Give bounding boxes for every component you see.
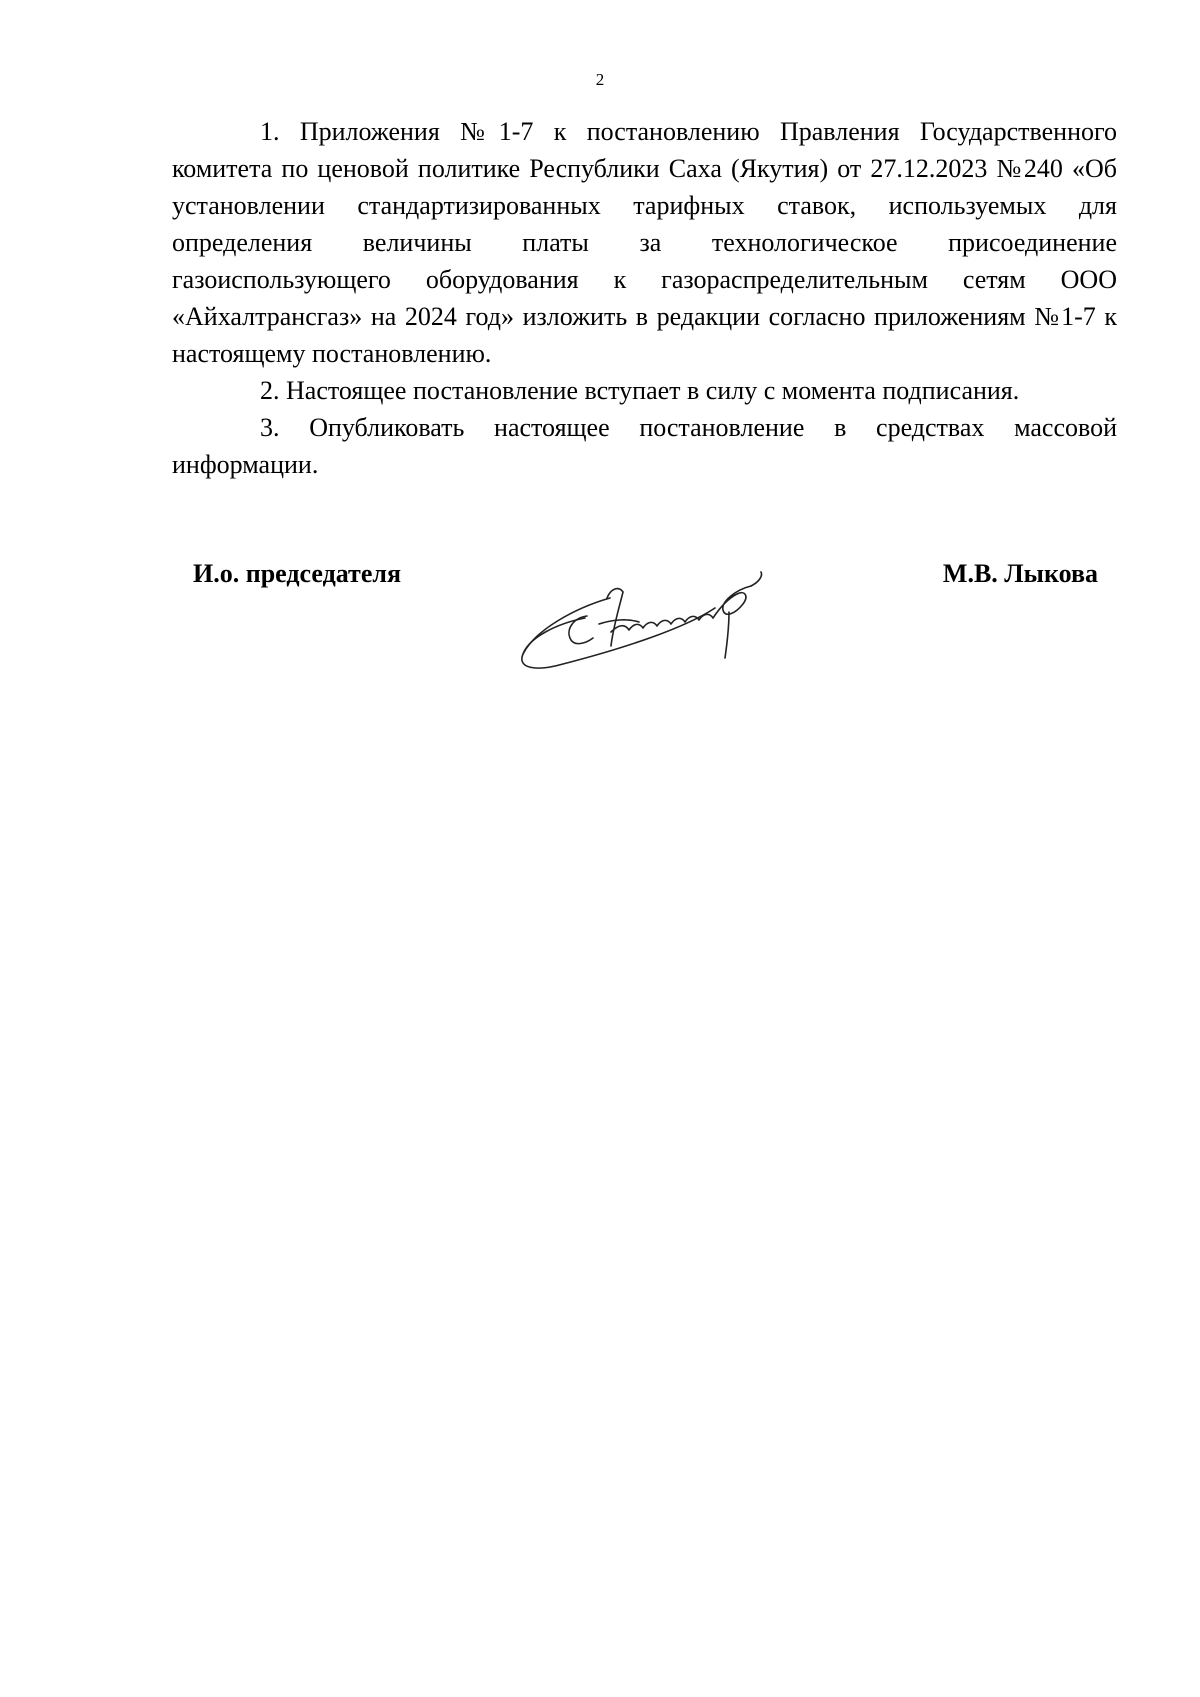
page-number: 2: [595, 70, 605, 89]
signatory-name: М.В. Лыкова: [942, 559, 1098, 588]
paragraph-3: 3. Опубликовать настоящее постановление в средствах массовой информации.: [172, 413, 1117, 479]
handwritten-signature: [515, 568, 805, 678]
document-body: [172, 113, 1117, 483]
paragraph-2: 2. Настоящее постановление вступает в силу с момента подписания.: [260, 376, 1020, 405]
signatory-title: И.о. председателя: [193, 559, 402, 588]
paragraph-1: 1. Приложения №1-7 к постановлению Правления Государственного комитета по ценовой политике Республики Саха (Якутия) от 27.12.2023 №240 «Об установлении стандартизированных тарифных ставок, используемых для определения величины платы за технологическое присоединение газоиспользующего оборудования к газораспределительным сетям ООО «Айхалтрансгаз» на 2024 год» изложить в редакции согласно приложениям №1-7 к настоящему постановлению.: [172, 117, 1117, 368]
